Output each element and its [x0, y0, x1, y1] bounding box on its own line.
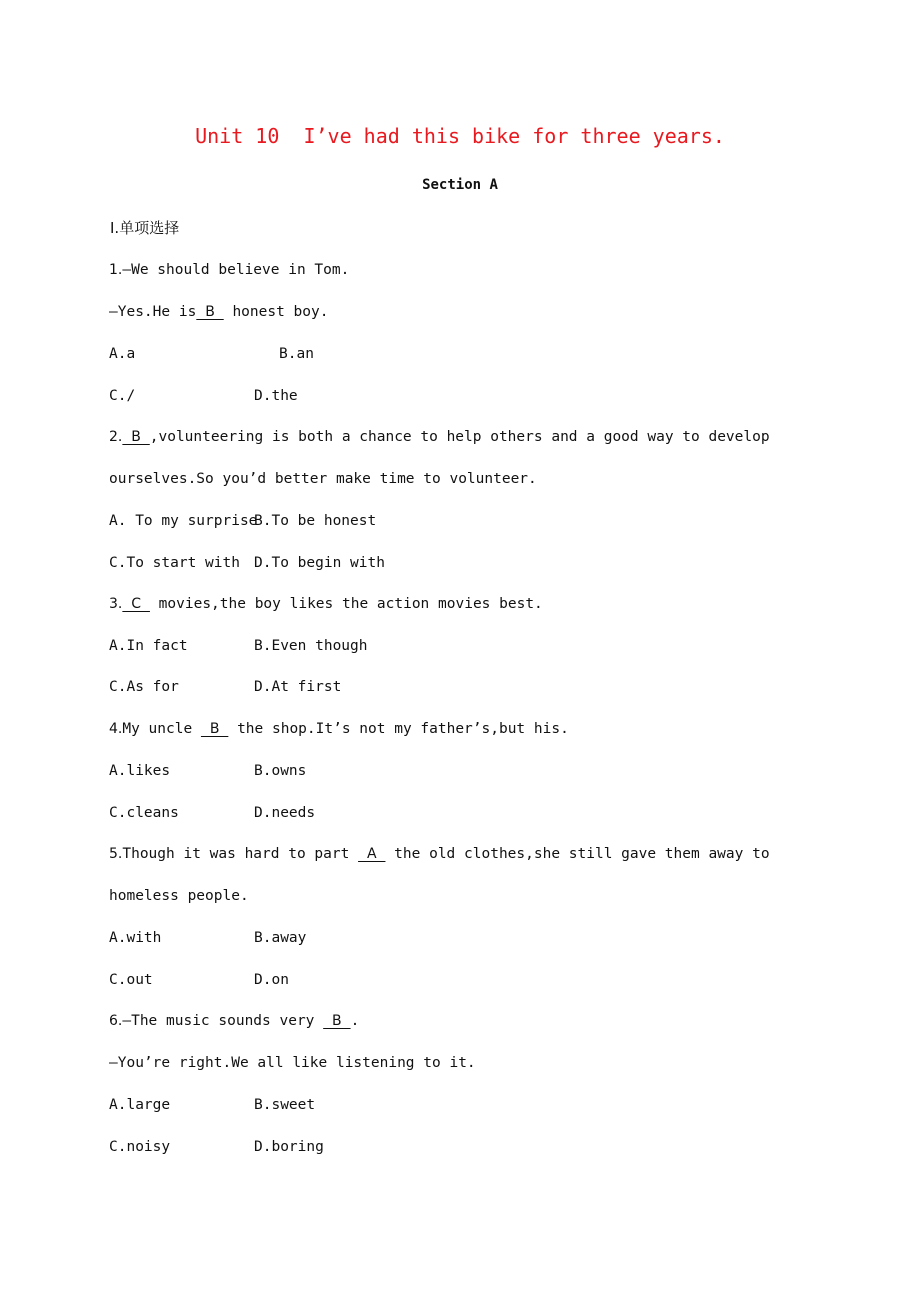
question-2-line-1: 2. B ,volunteering is both a chance to help others and a good way to develop — [109, 429, 770, 445]
answer-blank: B — [200, 721, 229, 737]
question-2-option-a: A. To my surprise — [109, 513, 258, 529]
question-6-option-d: D.boring — [254, 1139, 324, 1155]
question-3-option-a: A.In fact — [109, 638, 188, 654]
question-3-line-1: 3. C movies,the boy likes the action movies best. — [109, 596, 543, 612]
question-4-line-1: 4.My uncle B the shop.It’s not my father’s,but his. — [109, 721, 569, 737]
answer-blank: B — [196, 304, 224, 320]
question-4-option-b: B.owns — [254, 763, 307, 779]
question-number: 1. — [109, 262, 123, 278]
question-5-option-b: B.away — [254, 930, 307, 946]
question-5-option-c: C.out — [109, 972, 153, 988]
question-1-option-b: B.an — [279, 346, 314, 362]
question-number: 6. — [109, 1013, 123, 1029]
question-number: 3. — [109, 596, 123, 612]
question-6-option-c: C.noisy — [109, 1139, 171, 1155]
question-1-option-a: A.a — [109, 346, 136, 362]
question-3-option-d: D.At first — [254, 679, 342, 695]
question-4-option-c: C.cleans — [109, 805, 179, 821]
question-2-option-c: C.To start with — [109, 555, 240, 571]
section-heading: Section A — [422, 177, 498, 193]
question-1-line-1: 1.—We should believe in Tom. — [109, 262, 350, 278]
question-3-option-b: B.Even though — [254, 638, 368, 654]
question-4-option-d: D.needs — [254, 805, 316, 821]
question-5-line-2: homeless people. — [109, 888, 249, 904]
page-title: Unit 10 I’ve had this bike for three years. — [195, 124, 725, 148]
question-6-option-b: B.sweet — [254, 1097, 316, 1113]
question-1-option-d: D.the — [254, 388, 298, 404]
question-2-option-b: B.To be honest — [254, 513, 377, 529]
question-number: 4. — [109, 721, 123, 737]
question-number: 5. — [109, 846, 123, 862]
question-4-option-a: A.likes — [109, 763, 171, 779]
question-2-line-2: ourselves.So you’d better make time to volunteer. — [109, 471, 537, 487]
question-5-option-d: D.on — [254, 972, 289, 988]
question-2-option-d: D.To begin with — [254, 555, 385, 571]
answer-blank: B — [122, 429, 150, 445]
question-number: 2. — [109, 429, 123, 445]
question-1-line-2: —Yes.He is B honest boy. — [109, 304, 329, 320]
question-6-option-a: A.large — [109, 1097, 171, 1113]
part-heading: Ⅰ.单项选择 — [110, 219, 180, 237]
question-6-line-1: 6.—The music sounds very B . — [109, 1013, 360, 1029]
answer-blank: C — [122, 596, 150, 612]
answer-blank: A — [358, 846, 386, 862]
question-5-option-a: A.with — [109, 930, 162, 946]
question-6-line-2: —You’re right.We all like listening to it. — [109, 1055, 476, 1071]
question-5-line-1: 5.Though it was hard to part A the old clothes,she still gave them away to — [109, 846, 770, 862]
question-1-option-c: C./ — [109, 388, 136, 404]
answer-blank: B — [323, 1013, 351, 1029]
question-3-option-c: C.As for — [109, 679, 179, 695]
